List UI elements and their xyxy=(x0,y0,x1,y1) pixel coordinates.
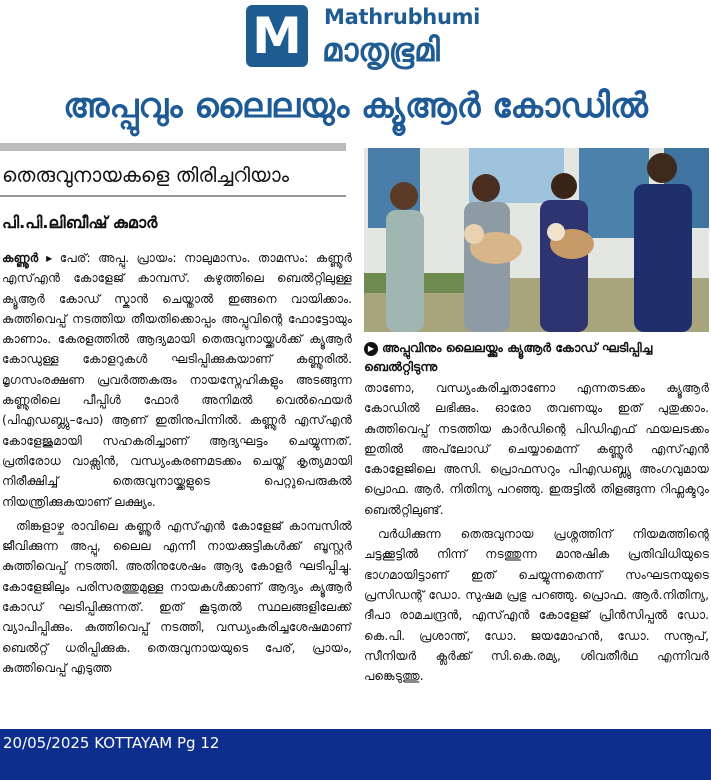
subheadline-divider xyxy=(0,195,346,197)
article-column-left xyxy=(2,248,352,718)
dateline: കണ്ണൂർ ▸ xyxy=(2,251,53,265)
photo-caption-text: അപ്പുവിനും ലൈലയ്ക്കും ക്യൂആർ കോഡ് ഘടിപ്പിച്ച ബെൽറ്റിടുന്നു xyxy=(364,340,653,374)
paragraph-3: താണോ, വന്ധ്യംകരിച്ചതാണോ എന്നതടക്കം ക്യൂആർ കോഡിൽ ലഭിക്കും. ഓരോ തവണയും ഇത് പുതുക്കാം. കുത്തിവെപ്പ് നടത്തിയ കാർഡിന്റെ പിഡിഎഫ് ഫയലടക്കം ഇതിൽ അപ്‌ലോഡ് ചെയ്യാമെന്ന് കണ്ണൂർ എസ്എൻ കോളേജിലെ അസി. പ്രൊഫസറും പിഎഡബ്ല്യു അംഗവുമായ പ്രൊഫ. ആർ. നിതിന്യ പറഞ്ഞു. ഇരുട്ടിൽ തിളങ്ങുന്ന റിഫ്ലക്ടറും ബെൽറ്റിലുണ്ട്. xyxy=(364,381,709,517)
footer-edition-info: 20/05/2025 KOTTAYAM Pg 12 xyxy=(3,734,220,752)
section-rule xyxy=(0,143,346,151)
paragraph-1-text: പേര്: അപ്പു. പ്രായം: നാലുമാസം. താമസം: കണ്ണൂർ എസ്എൻ കോളേജ് കാമ്പസ്. കഴുത്തിലെ ബെൽറ്റിലുള്ള ക്യൂആർ കോഡ് സ്കാൻ ചെയ്താൽ ഇങ്ങനെ വായിക്കാം. കുത്തിവെപ്പ് നടത്തിയ തീയതിക്കൊപ്പം അപ്പുവിന്റെ ഫോട്ടോയും കാണാം. കേരളത്തിൽ ആദ്യമായി തെരുവുനായ്ക്കൾക്ക് ക്യൂആർ കോഡുള്ള കോളറുകൾ ഘടിപ്പിക്കുകയാണ് കണ്ണൂരിൽ. മൃഗസംരക്ഷണ പ്രവർത്തകരും നായസ്നേഹികളും അടങ്ങുന്ന കണ്ണൂരിലെ പീപ്പിൾ ഫോർ അനിമൽ വെൽഫെയർ (പിഎഡബ്ല്യു–പോ) ആണ് ഇതിനുപിന്നിൽ. കണ്ണൂർ എസ്എൻ കോളേജുമായി സഹകരിച്ചാണ് ആദ്യഘട്ടം ചെയ്യുന്നത്. പ്രതിരോധ വാക്സിൻ, വന്ധ്യംകരണമടക്കം ചെയ്ത് കൃത്യമായി നിരീക്ഷിച്ച് തെരുവുനായ്ക്കളുടെ പെറ്റുപെരുകൽ നിയന്ത്രിക്കുകയാണ് ലക്ഷ്യം. xyxy=(2,251,352,509)
article-column-right xyxy=(364,378,709,718)
masthead xyxy=(246,5,526,75)
brand-name-english: Mathrubhumi xyxy=(324,5,481,29)
brand-name-malayalam: മാതൃഭൂമി xyxy=(322,31,440,69)
byline: പി.പി.ലിബീഷ് കുമാർ xyxy=(2,213,158,232)
article-headline: അപ്പുവും ലൈലയും ക്യൂആർ കോഡിൽ xyxy=(63,86,648,126)
paragraph-4: വർധിക്കുന്ന തെരുവുനായ പ്രശ്നത്തിന് നിയമത്തിന്റെ ചട്ടക്കൂട്ടിൽ നിന്ന് നടത്തുന്ന മാനുഷിക പ്രതിവിധിയുടെ ഭാഗമായിട്ടാണ് ഇത് ചെയ്യുന്നതെന്ന് സംഘടനയുടെ പ്രസിഡന്റ് ഡോ. സുഷമ പ്രഭു പറഞ്ഞു. പ്രൊഫ. ആർ.നിതിന്യ, ദീപാ രാമചന്ദ്രൻ, എസ്എൻ കോളേജ് പ്രിൻസിപ്പൽ ഡോ. കെ.പി. പ്രശാന്ത്, ഡോ. ജയമോഹൻ, ഡോ. സനൂപ്, സീനിയർ ക്ലർക്ക് സി.കെ.രമ്യ, ശിവതീർഥ എന്നിവർ പങ്കെടുത്തു. xyxy=(364,527,709,684)
news-photo xyxy=(364,148,709,332)
paragraph-1 xyxy=(2,248,352,512)
mathrubhumi-logo xyxy=(246,5,308,67)
logo-letter: M xyxy=(252,7,302,65)
paragraph-2: തിങ്കളാഴ്ച രാവിലെ കണ്ണൂർ എസ്എൻ കോളേജ് കാമ്പസിൽ ജീവിക്കുന്ന അപ്പു, ലൈല എന്നീ നായക്കുട്ടികൾക്ക് ബൂസ്റ്റർ കുത്തിവെപ്പ് നടത്തി. അതിനുശേഷം ആദ്യ കോളർ ഘടിപ്പിച്ചു. കോളേജിലും പരിസരത്തുമുള്ള നായകൾക്കാണ് ആദ്യം ക്യൂആർ കോഡ് ഘടിപ്പിക്കുന്നത്. ഇത് കൂടുതൽ സ്ഥലങ്ങളിലേക്ക് വ്യാപിപ്പിക്കും. കുത്തിവെപ്പ് നടത്തി, വന്ധ്യംകരിച്ചശേഷമാണ് ബെൽറ്റ് ധരിപ്പിക്കുക. തെരുവുനായയുടെ പേര്, പ്രായം, കുത്തിവെപ്പ് എടുത്ത xyxy=(2,518,352,675)
photo-caption xyxy=(364,338,709,376)
photo-illustration xyxy=(364,148,709,332)
article-subheadline: തെരുവുനായകളെ തിരിച്ചറിയാം xyxy=(2,163,289,187)
footer-bar xyxy=(0,729,711,780)
caption-bullet-icon: ▶ xyxy=(364,342,378,356)
